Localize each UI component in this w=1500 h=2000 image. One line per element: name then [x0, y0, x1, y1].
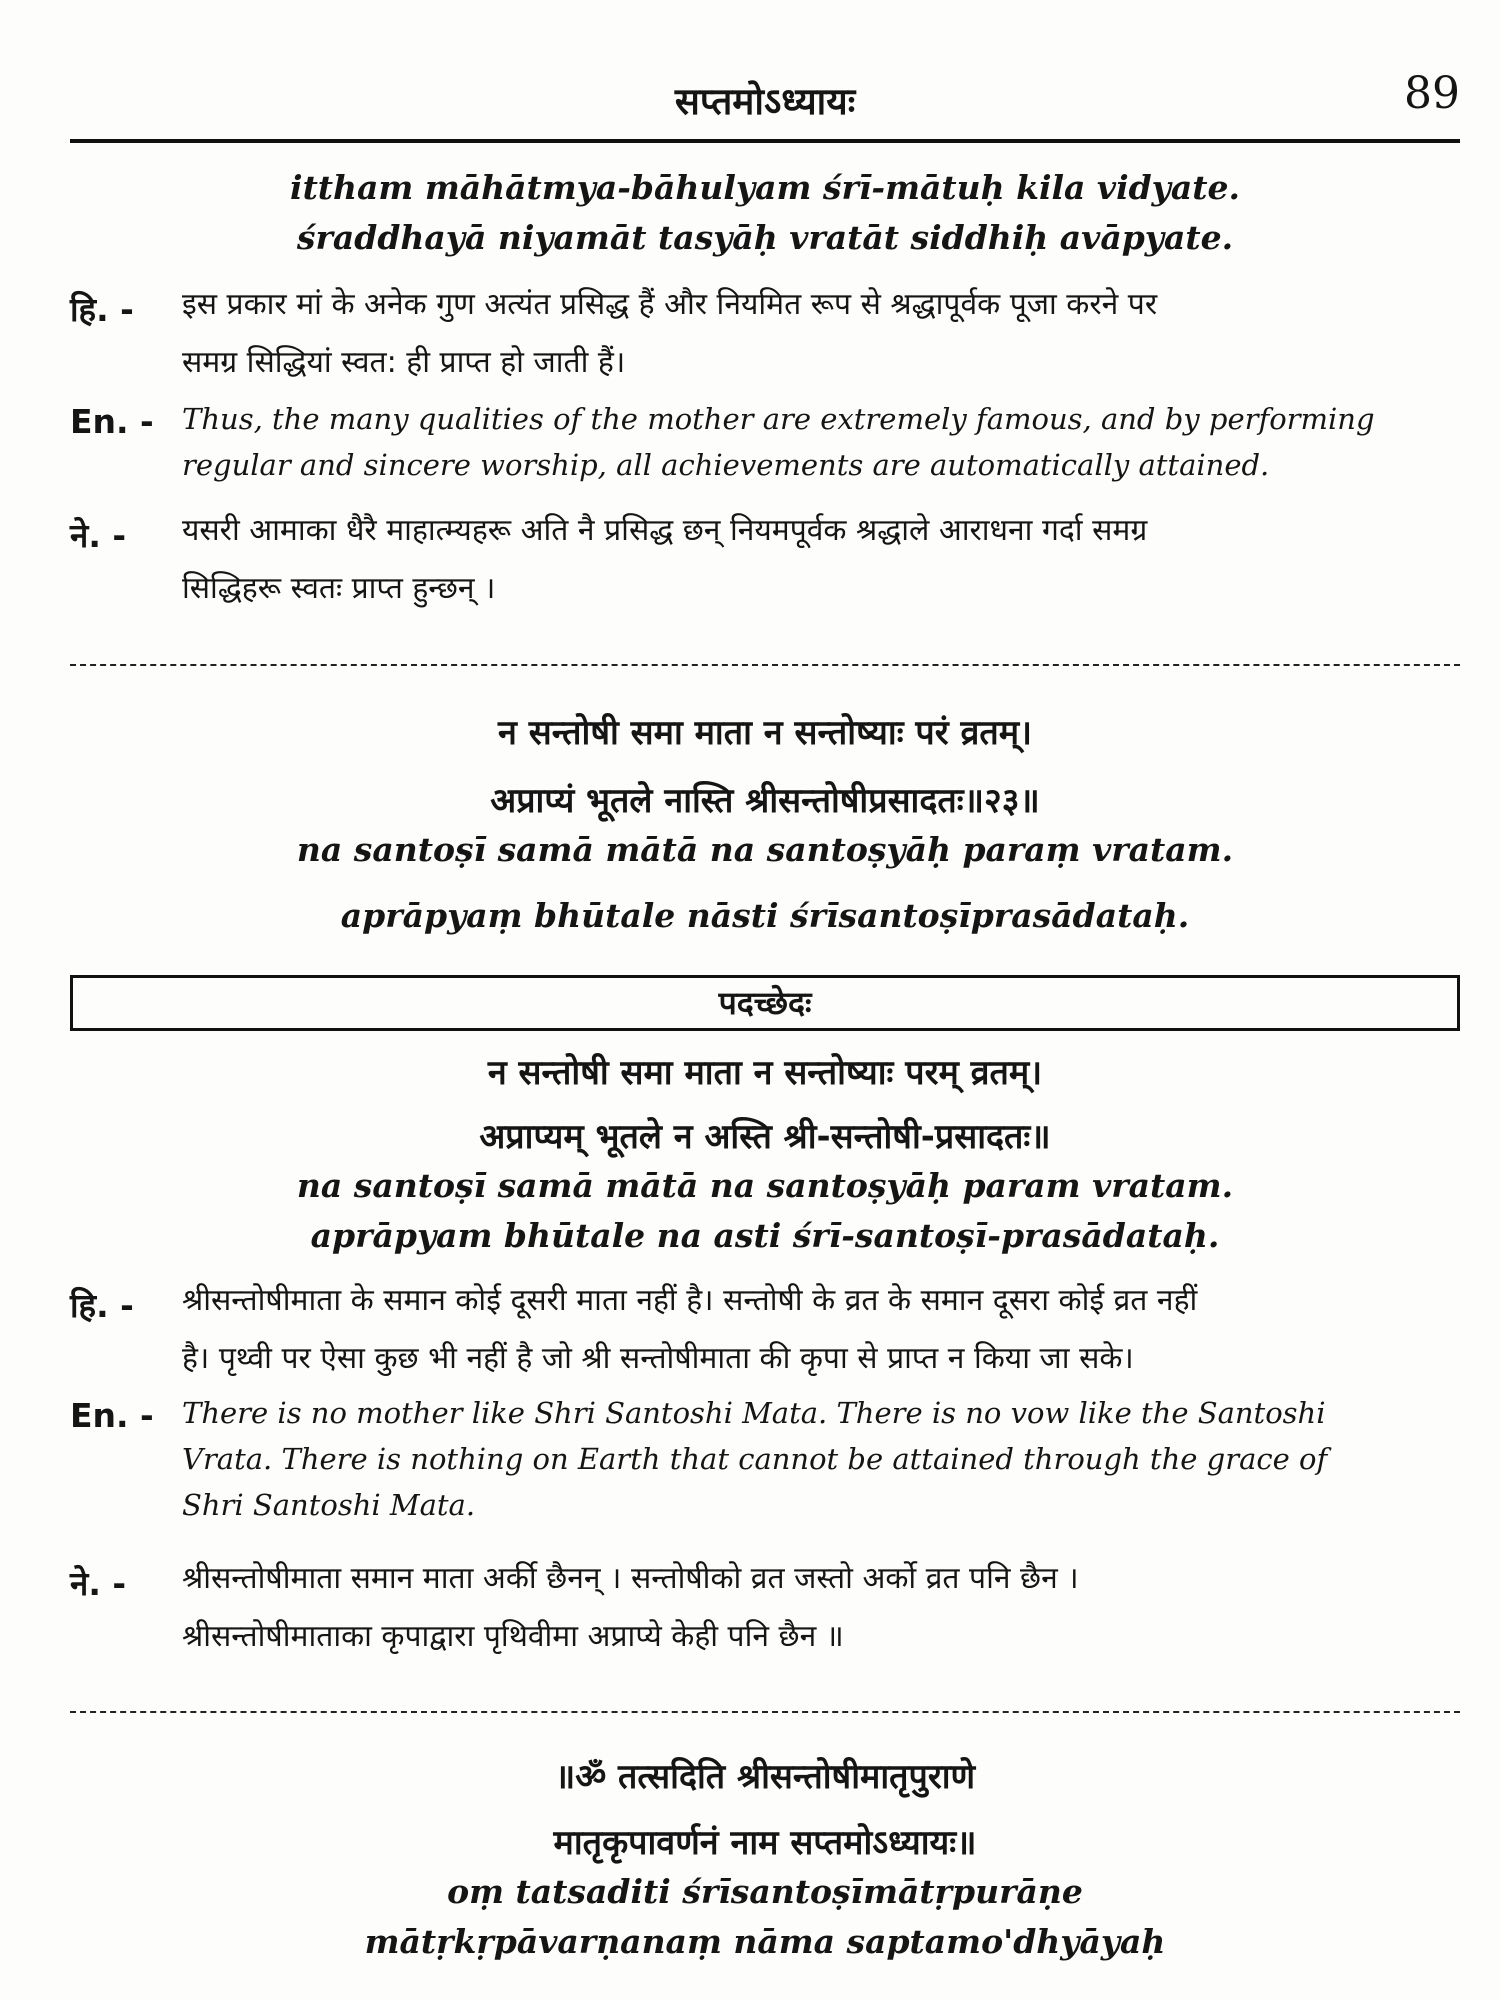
- transliteration-line: ittham māhātmya-bāhulyam śrī-mātuḥ kila vidyate.: [290, 168, 1240, 207]
- running-head: [70, 68, 1460, 138]
- text-line: श्रीसन्तोषीमाता समान माता अर्की छैनन् । सन्तोषीको व्रत जस्तो अर्को व्रत पनि छैन ।: [182, 1561, 1079, 1596]
- transliteration-line: aprāpyaṃ bhūtale nāsti śrīsantoṣīprasādataḥ.: [340, 896, 1190, 935]
- section-divider: [70, 664, 1460, 666]
- section-divider: [70, 1711, 1460, 1713]
- text-line: Shri Santoshi Mata.: [182, 1488, 476, 1522]
- text-line: Thus, the many qualities of the mother are extremely famous, and by performing: [182, 402, 1375, 436]
- text-line: regular and sincere worship, all achievements are automatically attained.: [182, 448, 1270, 482]
- english-label: En. -: [70, 1396, 154, 1435]
- sanskrit-verse-line: अप्राप्यं भूतले नास्ति श्रीसन्तोषीप्रसादतः॥२३॥: [490, 781, 1040, 821]
- hindi-translation: [182, 276, 1460, 392]
- english-translation: [182, 1390, 1460, 1528]
- text-line: इस प्रकार मां के अनेक गुण अत्यंत प्रसिद्ध हैं और नियमित रूप से श्रद्धापूर्वक पूजा करने पर: [182, 287, 1158, 322]
- transliteration-line: mātṛkṛpāvarṇanaṃ nāma saptamo'dhyāyaḥ: [364, 1922, 1166, 1961]
- english-label: En. -: [70, 402, 154, 441]
- nepali-label: ने. -: [70, 516, 127, 555]
- header-rule: [70, 139, 1460, 143]
- padaccheda-heading-box: [70, 975, 1460, 1031]
- transliteration-line: śraddhayā niyamāt tasyāḥ vratāt siddhiḥ avāpyate.: [296, 218, 1234, 257]
- sanskrit-verse-line: न सन्तोषी समा माता न सन्तोष्याः परं व्रतम्।: [498, 713, 1032, 753]
- english-translation: [182, 396, 1460, 488]
- chapter-title: सप्तमोऽध्यायः: [674, 80, 856, 123]
- nepali-label: ने. -: [70, 1564, 127, 1603]
- hindi-label: हि. -: [70, 1286, 134, 1325]
- text-line: है। पृथ्वी पर ऐसा कुछ भी नहीं है जो श्री सन्तोषीमाता की कृपा से प्राप्त न किया जा सके।: [182, 1341, 1134, 1376]
- hindi-translation: [182, 1272, 1460, 1388]
- page-number: 89: [1404, 68, 1460, 119]
- text-line: यसरी आमाका धैरै माहात्म्यहरू अति नै प्रसिद्ध छन् नियमपूर्वक श्रद्धाले आराधना गर्दा समग्र: [182, 513, 1148, 548]
- transliteration-line: na santoṣī samā mātā na santoṣyāḥ paraṃ vratam.: [296, 830, 1234, 869]
- hindi-label: हि. -: [70, 290, 134, 329]
- nepali-translation: [182, 1550, 1460, 1666]
- text-line: Vrata. There is nothing on Earth that cannot be attained through the grace of: [182, 1442, 1328, 1476]
- text-line: सिद्धिहरू स्वतः प्राप्त हुन्छन् ।: [182, 571, 496, 606]
- colophon-line: मातृकृपावर्णनं नाम सप्तमोऽध्यायः॥: [553, 1823, 977, 1863]
- text-line: श्रीसन्तोषीमाताका कृपाद्वारा पृथिवीमा अप्राप्ये केही पनि छैन ॥: [182, 1619, 844, 1654]
- text-line: समग्र सिद्धियां स्वत: ही प्राप्त हो जाती हैं।: [182, 345, 626, 380]
- transliteration-line: na santoṣī samā mātā na santoṣyāḥ param vratam.: [296, 1166, 1234, 1205]
- text-line: श्रीसन्तोषीमाता के समान कोई दूसरी माता नहीं है। सन्तोषी के व्रत के समान दूसरा कोई व्रत नहीं: [182, 1283, 1198, 1318]
- nepali-translation: [182, 502, 1460, 618]
- sanskrit-verse-line: अप्राप्यम् भूतले न अस्ति श्री-सन्तोषी-प्रसादतः॥: [479, 1117, 1051, 1157]
- transliteration-line: aprāpyam bhūtale na asti śrī-santoṣī-prasādataḥ.: [310, 1216, 1220, 1255]
- colophon-line: ॥ॐ तत्सदिति श्रीसन्तोषीमातृपुराणे: [554, 1757, 976, 1797]
- padaccheda-heading: पदच्छेदः: [718, 984, 812, 1022]
- text-line: There is no mother like Shri Santoshi Mata. There is no vow like the Santoshi: [182, 1396, 1326, 1430]
- transliteration-line: oṃ tatsaditi śrīsantoṣīmātṛpurāṇe: [447, 1872, 1083, 1911]
- sanskrit-verse-line: न सन्तोषी समा माता न सन्तोष्याः परम् व्रतम्।: [487, 1053, 1043, 1093]
